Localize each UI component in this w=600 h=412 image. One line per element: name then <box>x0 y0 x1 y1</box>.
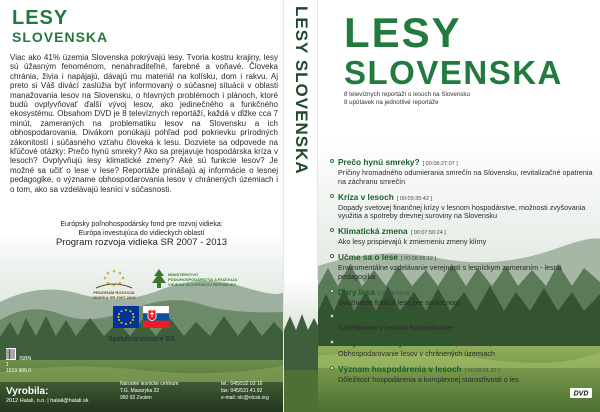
spine <box>283 0 318 412</box>
episode-desc: Obhospodarovanie lesov v chránených územiach <box>338 349 496 359</box>
ministry-logo-icon <box>150 268 168 290</box>
address-line2: T.G. Masaryka 22 <box>120 388 160 394</box>
episode-time: [ 00:08:27:07 ] <box>422 161 458 167</box>
episode-desc: Enviromentálne vzdelávanie verejnosti s lesníckym zameraním - lesná pedagogika <box>338 262 562 281</box>
producer-detail: 2012 Halali, n.o. | halali@halali.sk <box>6 398 89 404</box>
episode-time: [ 00:09:35:42 ] <box>396 195 432 202</box>
episode-title: Učme sa o lese <box>338 251 398 262</box>
logo-right-text: MINISTERSTVO PÔDOHOSPODÁRSTVA A ROZVOJA VIDIEKA SLOVENSKEJ REPUBLIKY <box>168 272 238 287</box>
episode-item <box>330 226 596 247</box>
episode-time: [ 00:07:50:24 ] <box>410 230 446 237</box>
dvd-logo-icon <box>570 388 592 398</box>
logo-left-text: PROGRAM ROZVOJA VIDIEKA SR 2007-2013 <box>92 290 136 300</box>
episode-item <box>330 157 596 187</box>
funding-line2: Európa investujúca do vidieckych oblastí <box>78 230 205 237</box>
episode-item <box>330 192 596 222</box>
front-subtitle-line1: 8 televíznych reportáží o lesoch na Slovensku <box>344 91 470 98</box>
episode-desc: Dôležitosť hospodárenia a komplexnej starostlivosti o les <box>338 374 519 384</box>
bullet-icon <box>330 289 334 293</box>
episode-desc: Vzdelávanie v lesnom hospodárstve <box>338 323 454 333</box>
episode-title: Kríza v lesoch <box>338 191 394 202</box>
dvd-logo-text: DVD <box>573 390 589 398</box>
front-title-line1: LESY <box>344 9 462 56</box>
front-subtitle-line2: 8 upútavek na jednotlivé reportáže <box>344 99 439 106</box>
episode-title: Ako sa učia horári? <box>338 312 416 323</box>
back-title <box>12 8 108 44</box>
bullet-icon <box>330 340 334 344</box>
back-cover <box>0 0 283 412</box>
episode-item <box>330 364 596 385</box>
front-cover <box>318 0 600 412</box>
episode-time: [ 00:08:03:14 ] <box>455 342 491 349</box>
partner-logos <box>0 268 283 308</box>
contact-line1: tel.: 045/532 03 16 <box>221 381 263 387</box>
episode-list <box>330 157 596 390</box>
back-description: Viac ako 41% územia Slovenska pokrývajú lesy. Tvoria kostru krajiny, lesy sú úžasným fenoménom, nenahraditeľné, farebné a voňavé. Človeka chránia, živia i napájajú, dávajú mu materiál na kolísku, dom i rakvu. Aj preto si Váš divácí zaslúžia byť informovaný o súčasnej situácii v oblasti manažovania lesov na Slovensku, o hlavných problémoch i plánoch, ktoré budú ovplyvňovať ďalší vývoj lesov, ako jedinečného a funkčného ekosystému. Obsahom DVD je 8 televíznych reportáží, každá v dĺžke cca 7 minút, zameraných na problematiku lesov na Slovensku a ich obhospodarovania. Divákom ponúkajú pohľad pod pokrievku prírodných zákonitostí i súčasného vzťahu človeka k lesu. Dozviete sa odpovede na kľúčové otázky: Prečo hynú smreky? Ako sa prejavuje hospodárska kríza v lesoch? Ovplyvňujú lesy klimatické zmeny? Aké sú funkcie lesov? Je možné sa učiť o lese v lese? Reportáže prinášajú aj informácie o lesnej pedagogike, o význame obhospodarovania lesov v chránených územiach i o tom, ako sa vzdelávajú lesníci v súčasnosti. <box>10 53 278 194</box>
episode-title: Dary lesa <box>338 286 375 297</box>
episode-time: [ 00:08:56:12 ] <box>400 255 437 262</box>
contact-block <box>221 381 269 402</box>
episode-item <box>330 252 596 282</box>
episode-title: Lesy v chránených územiach <box>338 338 453 349</box>
spine-title: LESY SLOVENSKA <box>292 6 311 175</box>
episode-title: Prečo hynú smreky? <box>338 157 420 167</box>
program-label: Program rozvoja vidieka SR 2007 - 2013 <box>55 237 228 248</box>
episode-item <box>330 287 596 308</box>
episode-title: Klimatická zmena <box>338 226 408 237</box>
producer-block <box>6 386 89 404</box>
bullet-icon <box>330 159 334 163</box>
front-title-line2: SLOVENSKA <box>344 54 563 91</box>
address-line3: 960 92 Zvolen <box>120 395 152 401</box>
flags <box>113 306 169 333</box>
eu-flag-icon <box>113 306 139 328</box>
contact-line2: fax: 045/531 41 92 <box>221 388 263 394</box>
episode-time: [ 00:08:04:02 ] <box>377 290 414 297</box>
bullet-icon <box>330 194 334 198</box>
isbn-number: 1519 905 0 <box>6 368 32 374</box>
funding-text <box>0 220 283 238</box>
episode-desc: Príčiny hromadného odumierania smrečín na Slovensku, revitalizačné opatrenia na záchranu smrečín <box>338 168 593 186</box>
front-title <box>344 9 563 91</box>
address-line1: Národné lesnícke centrum <box>120 381 179 387</box>
contact-line3: e-mail: nlc@nlcsk.org <box>221 395 269 401</box>
spine-forest-image <box>284 280 319 412</box>
episode-desc: Ako lesy prispievajú k zmierneniu zmeny klímy <box>338 237 487 247</box>
episode-time: [ 00:08:01:37 ] <box>464 367 500 374</box>
isbn-barcode-icon <box>6 348 16 360</box>
cofinanced-label: Spolufinancované ES <box>108 336 175 343</box>
address-block <box>120 381 178 402</box>
bullet-icon <box>330 366 334 370</box>
episode-item <box>330 312 596 333</box>
front-subtitle <box>344 91 470 107</box>
episode-desc: Využívanie funkcií lesa pre spoločnosť <box>338 297 461 307</box>
bullet-icon <box>330 314 334 318</box>
bullet-icon <box>330 228 334 232</box>
back-title-line1: LESY <box>12 7 69 29</box>
producer-label: Vyrobila: <box>6 386 49 397</box>
episode-title: Význam hospodárenia v lesoch <box>338 363 462 374</box>
episode-desc: Dopady svetovej finančnej krízy v lesnom hospodárstve, možnosti zvyšovania využitia a spotreby drevnej suroviny na Slovensku <box>338 202 586 221</box>
episode-item <box>330 338 596 359</box>
slovak-flag-icon <box>143 306 169 328</box>
funding-line1: Európsky poľnohospodársky fond pre rozvoj vidieka: <box>60 221 223 228</box>
isbn-code: 1 <box>6 362 9 368</box>
episode-time: [ 00:07:54:49 ] <box>418 316 454 323</box>
bullet-icon <box>330 254 334 258</box>
eu-stars-logo-icon <box>92 268 136 290</box>
back-title-line2: SLOVENSKA <box>12 29 109 45</box>
isbn-label: ISBN <box>19 356 32 362</box>
isbn-block <box>6 348 31 374</box>
